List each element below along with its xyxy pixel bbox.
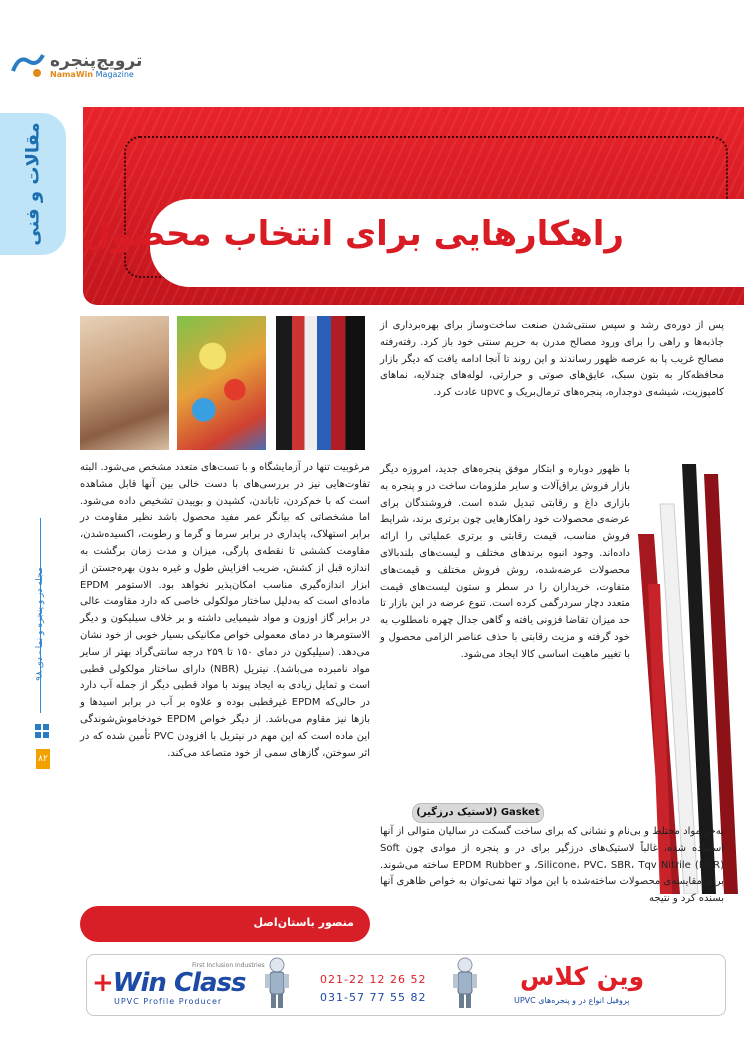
article-headline: راهکارهایی برای انتخاب محصول [81, 214, 624, 254]
magazine-title: ترویج‌پنجره [50, 51, 143, 71]
gasket-photo-1 [80, 316, 169, 450]
magazine-logo-icon [11, 51, 45, 81]
issue-caption: مجله در و پنجره و نما - دی ۹۸ [35, 566, 45, 681]
article-column-right-bottom: به‌جز مواد مختلط و بی‌نام و نشانی که برای ساخت گسکت در سالیان متوالی از آنها استفاده شده، غالباً لاستیک‌های درزگیر برای در و پنجره از موادی چون Soft Silicone، PVC، SBR، Tqv Nitrile (NBR)، و EPDM Rubber ساخته می‌شوند. برای مقایسه‌ی محصولات ساخته‌شده با این مواد تنها نمی‌توان به خواص ظاهری آنها بسنده کرد و نتیجه [380, 826, 725, 905]
ad-phone-2[interactable]: 031-57 77 55 82 [320, 991, 427, 1004]
page-number: ۸۲ [36, 749, 50, 769]
gasket-photo-3 [276, 316, 365, 450]
magazine-subtitle: NamaWin Magazine [50, 70, 134, 79]
gasket-photo-2 [177, 316, 266, 450]
gasket-subheading: Gasket (لاستیک درزگیر) [412, 803, 544, 823]
ad-subtitle-english: UPVC Profile Producer [114, 997, 223, 1006]
ad-brand-persian: وین کلاس [520, 962, 645, 991]
ad-subtitle-persian: پروفیل انواع در و پنجره‌های UPVC [514, 996, 630, 1005]
article-column-right-top: پس از دوره‌ی رشد و سپس سنتی‌شدن صنعت ساخت‌وساز برای بهره‌برداری از جاذبه‌ها و راهی را برای ورود مصالح مدرن به حریم سنتی خود باز کرد. رفته‌رفته مصالح غریب پا به عرصه ظهور رساندند و این روند تا آنجا ادامه یافت که دیگر بازار محافظه‌کار به بتون سبک، عایق‌های صوتی و حرارتی، لوله‌های چندلایه، نماهای کامپوزیت، شیشه‌ی دوجداره، پنجره‌های ترمال‌بریک و upvc عادت کرد. [380, 320, 724, 399]
author-name: منصور باستان‌اصل [253, 916, 354, 929]
ad-phone-1[interactable]: 021-22 12 26 52 [320, 973, 427, 986]
window-logo-icon [34, 723, 50, 739]
mascot-icon [450, 956, 480, 1010]
section-label: مقالات و فنی [22, 122, 44, 246]
section-tab [0, 113, 66, 255]
mascot-icon [262, 956, 292, 1010]
ad-tagline: First Inclusion Industries [192, 962, 265, 969]
article-column-left: مرغوبیت تنها در آزمایشگاه و با تست‌های متعدد مشخص می‌شود. البته تفاوت‌هایی نیز در بررسی‌های با دست خالی بین آنها قابل مشاهده است که با خم‌کردن، تاباندن، کشیدن و بوییدن تشخیص داده می‌شود. اما مشخصاتی که بیانگر عمر مفید محصول باشد نظیر مقاومت در برابر استهلاک، پایداری در برابر سرما و گرما و رطوبت، اکسیده‌شدن، مقاومت کششی تا نقطه‌ی پارگی، میزان و مدت زمان برگشت به اندازه قبل از کشش، ضریب افزایش طول و غیره بدون بهره‌جستن از ابزار اندازه‌گیری مناسب امکان‌پذیر نخواهد بود. الاستومر EPDM ماده‌ای است که به‌دلیل ساختار مولکولی خاصی که دارد مقاومت عالی در برابر گاز اوزون و مواد شیمیایی داشته و بر خلاف سیلیکون و دیگر الاستومرها در دمای معمولی خواص مکانیکی بسیار خوبی از خود نشان می‌دهد. (سیلیکون در دمای ۱۵۰ تا ۲۵۹ درجه سانتی‌گراد بهتر از سایر مواد نامبرده می‌باشد). نیتریل (NBR) دارای ساختار مولکولی قطبی است و تمایل زیادی به ایجاد پیوند با مواد قطبی دیگر از جمله آب دارد در حالی‌که EPDM غیرقطبی بوده و علاوه بر آب در برابر اسیدها و بازها نیز مقاوم می‌باشد. از دیگر خواص EPDM خودخاموش‌شوندگی این ماده است که این مهم در نیتریل با افزودن PVC تأمین شده که در اثر سوختن، گازهای سمی از خود متصاعد می‌کند. [80, 462, 371, 759]
article-column-right-middle: با ظهور دوباره و ابتکار موفق پنجره‌های جدید، امروزه دیگر بازار فروش یراق‌آلات و سایر ملزومات ساخت در و پنجره به بازاری داغ و رقابتی تبدیل شده است. فروشندگان برای عرضه‌ی محصولات خود راهکارهایی چون برتری برند، شرایط فروش مناسب، قیمت رقابتی و برتری عملیاتی را ارائه داده‌اند. وجود انبوه برندهای مختلف و لیست‌های بلندبالای محصولات عرضه‌شده، روش فروش مختلف و قیمت‌های متفاوت، خریداران را در سطر و ستون لیست‌های قیمت متعدد دچار سردرگمی کرده است. تنوع عرضه در این بازار تا حد میزان تقاضا فزونی یافته و گاهی جدال چهره نامطلوب به خود گرفته و مزیت رقابتی با حذف عناصر الزامی محصول و با تغییر ماهیت اساسی کالا ایجاد می‌شود. [380, 464, 630, 660]
ad-brand-english: +Win Class [92, 968, 246, 998]
